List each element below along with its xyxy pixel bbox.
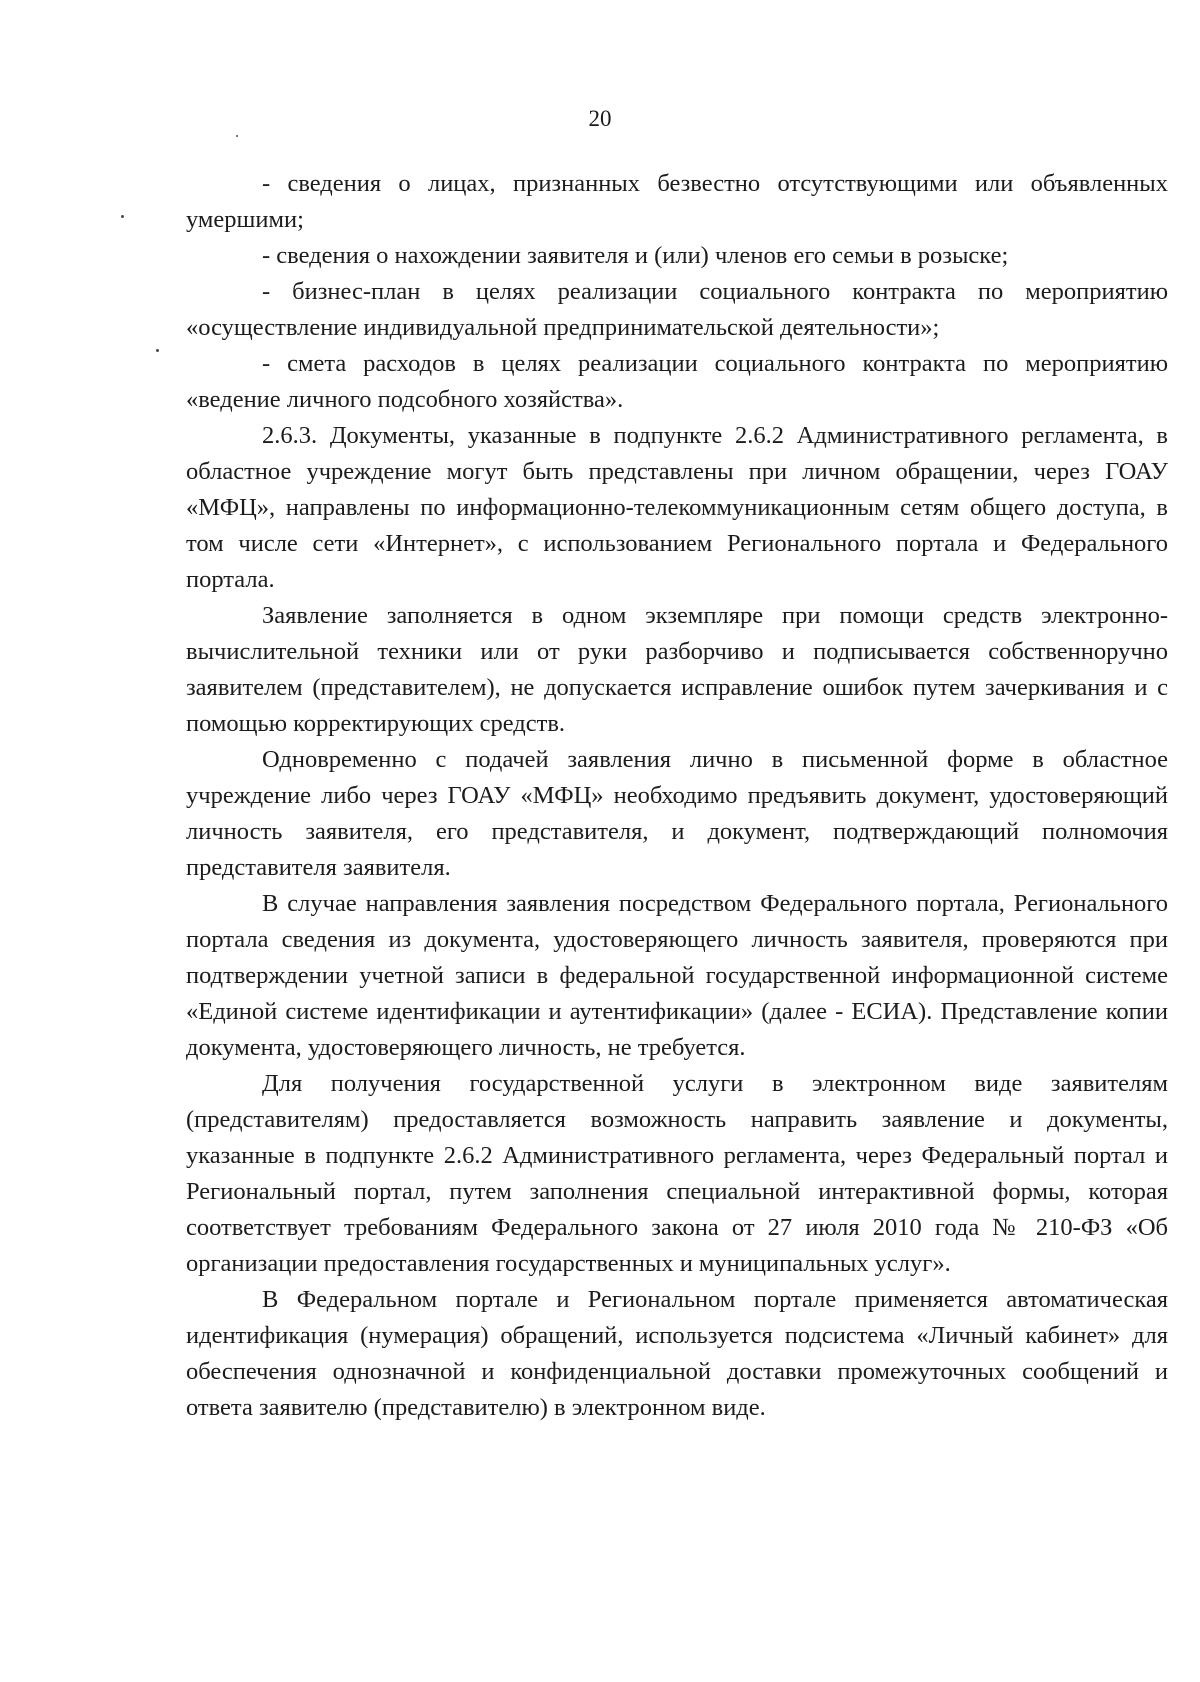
electronic-service-paragraph: Для получения государственной услуги в электронном виде заявителям (представителям) предоставляется возможность направить заявление и документы, указанные в подпункте 2.6.2 Административного регламента, через Федеральный портал и Региональный портал, путем заполнения специальной интерактивной формы, которая соответствует требованиям Федерального закона от 27 июля 2010 года № 210-ФЗ «Об организации предоставления государственных и муниципальных услуг». <box>186 1070 1168 1277</box>
scan-speck <box>236 135 238 137</box>
list-item-wanted-status: - сведения о нахождении заявителя и (или) членов его семьи в розыске; <box>262 242 1009 269</box>
identity-document-paragraph: Одновременно с подачей заявления лично в письменной форме в областное учреждение либо через ГОАУ «МФЦ» необходимо предъявить документ, удостоверяющий личность заявителя, его представителя, и документ, подтверждающий полномочия представителя заявителя. <box>186 746 1168 881</box>
scan-speck <box>121 215 124 218</box>
list-item-missing-persons: - сведения о лицах, признанных безвестно отсутствующими или объявленных умершими; <box>186 170 1168 233</box>
list-item-expense-estimate: - смета расходов в целях реализации социального контракта по мероприятию «ведение личного подсобного хозяйства». <box>186 350 1168 413</box>
esia-verification-paragraph: В случае направления заявления посредством Федерального портала, Регионального портала сведения из документа, удостоверяющего личность заявителя, проверяются при подтверждении учетной записи в федеральной государственной информационной системе «Единой системе идентификации и аутентификации» (далее - ЕСИА). Представление копии документа, удостоверяющего личность, не требуется. <box>186 890 1168 1061</box>
list-item-business-plan: - бизнес-план в целях реализации социального контракта по мероприятию «осуществление индивидуальной предпринимательской деятельности»; <box>186 278 1168 341</box>
personal-cabinet-paragraph: В Федеральном портале и Региональном портале применяется автоматическая идентификация (нумерация) обращений, используется подсистема «Личный кабинет» для обеспечения однозначной и конфиденциальной доставки промежуточных сообщений и ответа заявителю (представителю) в электронном виде. <box>186 1286 1168 1421</box>
body-text <box>186 166 1168 1426</box>
page-number: 20 <box>588 106 612 131</box>
application-filling-paragraph: Заявление заполняется в одном экземпляре при помощи средств электронно-вычислительной техники или от руки разборчиво и подписывается собственноручно заявителем (представителем), не допускается исправление ошибок путем зачеркивания и с помощью корректирующих средств. <box>186 602 1168 737</box>
section-2-6-3-paragraph: 2.6.3. Документы, указанные в подпункте 2.6.2 Административного регламента, в областное учреждение могут быть представлены при личном обращении, через ГОАУ «МФЦ», направлены по информационно-телекоммуникационным сетям общего доступа, в том числе сети «Интернет», с использованием Регионального портала и Федерального портала. <box>186 422 1168 593</box>
scan-speck <box>156 349 159 352</box>
